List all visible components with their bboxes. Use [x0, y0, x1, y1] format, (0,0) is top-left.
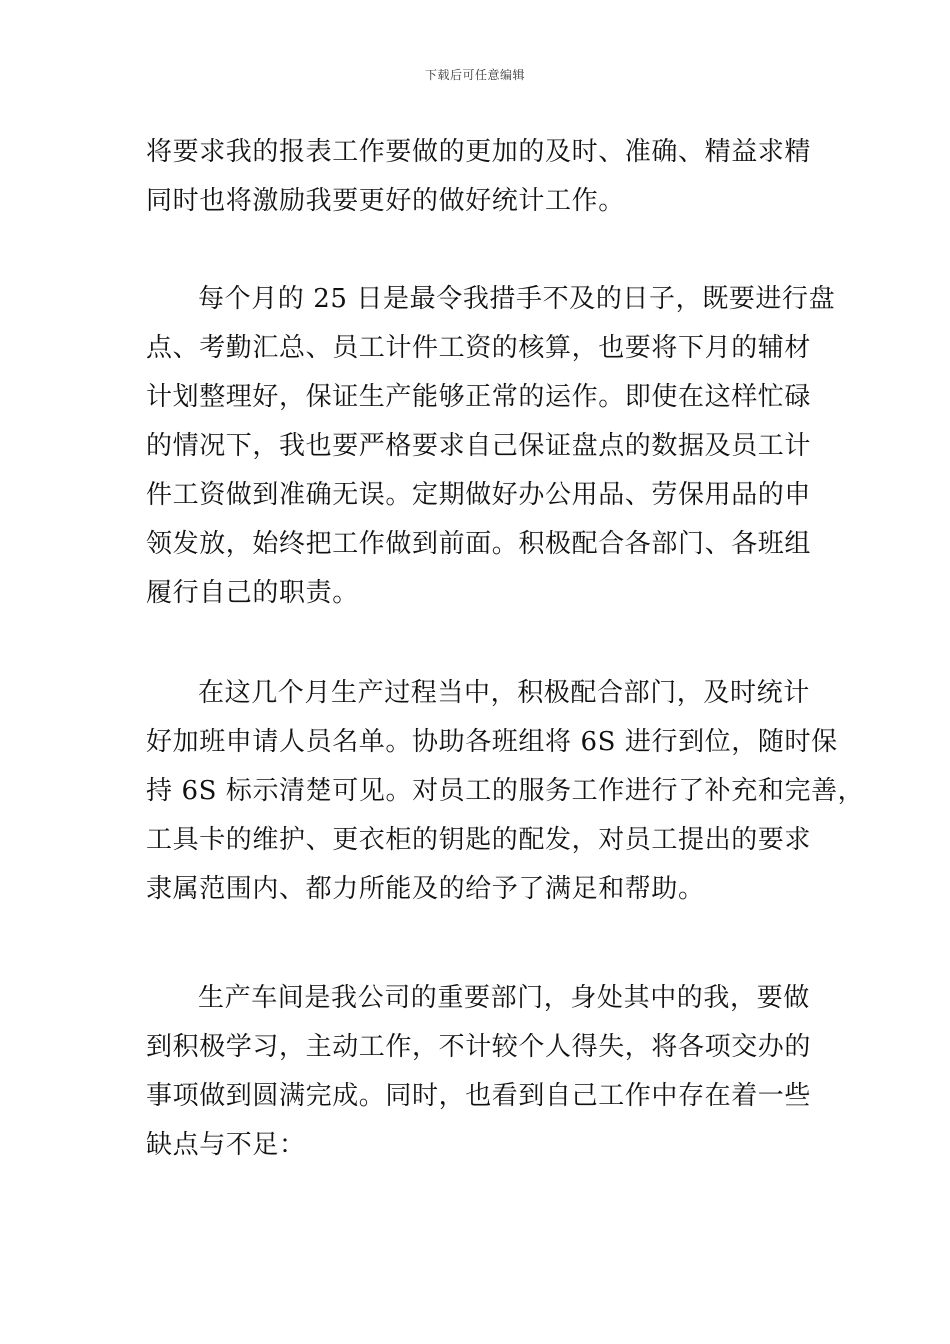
paragraph-month-end-duties	[146, 275, 836, 618]
paragraph-production-support	[146, 669, 865, 914]
text-line: 领发放，始终把工作做到前面。积极配合各部门、各班组	[146, 529, 812, 559]
text-line: 点、考勤汇总、员工计件工资的核算，也要将下月的辅材	[146, 333, 812, 363]
text-line: 事项做到圆满完成。同时，也看到自己工作中存在着一些	[146, 1081, 812, 1111]
text-line: 缺点与不足：	[146, 1130, 306, 1160]
text-line: 计划整理好，保证生产能够正常的运作。即使在这样忙碌	[146, 382, 812, 412]
text-line: 履行自己的职责。	[146, 578, 359, 608]
text-line: 的情况下，我也要严格要求自己保证盘点的数据及员工计	[146, 431, 812, 461]
text-line: 每个月的 25 日是最令我措手不及的日子，既要进行盘	[198, 284, 836, 314]
text-line: 将要求我的报表工作要做的更加的及时、准确、精益求精	[146, 137, 812, 167]
text-line: 好加班申请人员名单。协助各班组将 6S 进行到位，随时保	[146, 727, 838, 757]
text-line: 生产车间是我公司的重要部门，身处其中的我，要做	[198, 983, 810, 1013]
paragraph-workshop-summary	[146, 974, 816, 1170]
text-line: 到积极学习，主动工作，不计较个人得失，将各项交办的	[146, 1032, 812, 1062]
text-line: 隶属范围内、都力所能及的给予了满足和帮助。	[146, 874, 705, 904]
text-line: 在这几个月生产过程当中，积极配合部门，及时统计	[198, 678, 810, 708]
text-line: 同时也将激励我要更好的做好统计工作。	[146, 186, 625, 216]
page-header-note: 下载后可任意编辑	[424, 68, 525, 82]
text-line: 持 6S 标示清楚可见。对员工的服务工作进行了补充和完善，	[146, 776, 865, 806]
text-line: 工具卡的维护、更衣柜的钥匙的配发，对员工提出的要求	[146, 825, 812, 855]
paragraph-report-work	[146, 128, 816, 226]
text-line: 件工资做到准确无误。定期做好办公用品、劳保用品的申	[146, 480, 812, 510]
